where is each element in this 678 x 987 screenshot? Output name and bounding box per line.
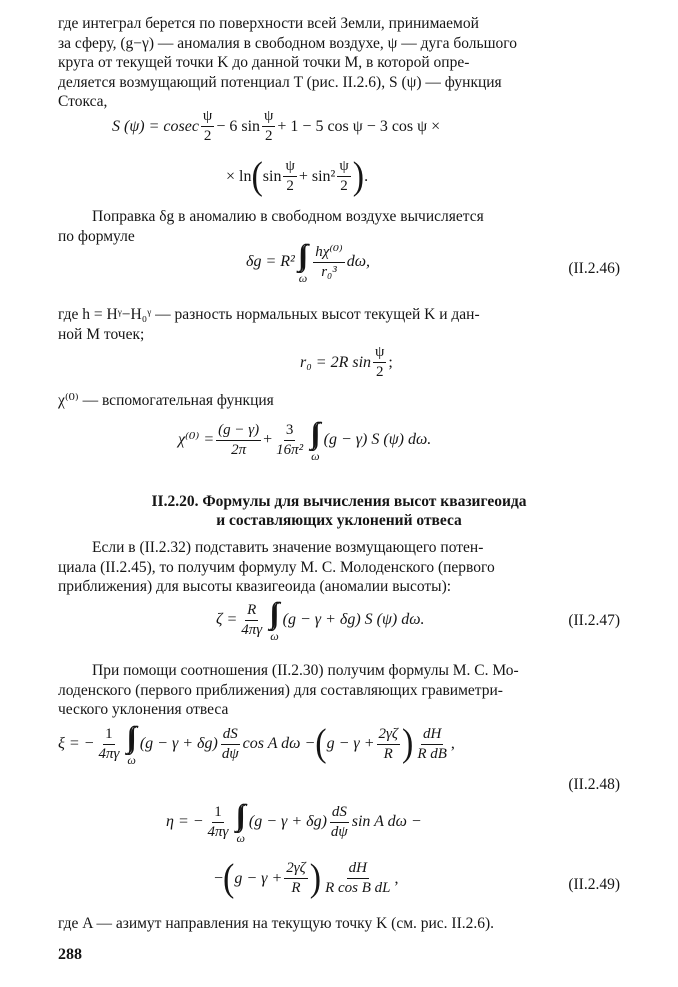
fraction-denominator: R xyxy=(291,880,301,896)
zeta-equation xyxy=(216,598,425,642)
heading-line: II.2.20. Формулы для вычисления высот квазигеоида xyxy=(151,493,527,510)
fraction xyxy=(283,158,296,195)
integral-domain: ω xyxy=(311,449,320,463)
fraction-numerator: dH xyxy=(421,726,443,745)
eq-term: χ⁽⁰⁾ = xyxy=(178,431,215,448)
fraction-denominator: 2 xyxy=(375,364,384,380)
fraction-numerator: ψ xyxy=(337,158,350,177)
text-line: ной M точек; xyxy=(58,325,145,343)
text-line: приближения) для высоты квазигеоида (аномалии высоты): xyxy=(58,578,452,595)
paragraph-intro xyxy=(58,14,620,112)
integral-domain: ω xyxy=(270,629,279,643)
fraction-numerator: 3 xyxy=(284,422,296,441)
fraction-denominator: 4πγ xyxy=(207,823,229,840)
fraction-numerator: ψ xyxy=(373,344,386,363)
fraction xyxy=(337,158,350,195)
text-line: Поправка δg в аномалию в свободном воздухе вычисляется xyxy=(92,208,484,225)
equation-number: (II.2.49) xyxy=(568,876,620,893)
fraction-numerator: 1 xyxy=(103,726,115,745)
eq-term: × ln xyxy=(226,167,252,185)
text-line: циала (II.2.45), то получим формулу М. С. Молоденского (первого xyxy=(58,558,495,576)
text-line: При помощи соотношения (II.2.30) получим формулы М. С. Мо- xyxy=(92,662,519,679)
fraction xyxy=(206,804,231,841)
eq-term: cos A dω − xyxy=(242,735,316,752)
fraction-denominator: 2 xyxy=(264,128,273,144)
fraction-denominator: 16π² xyxy=(276,441,304,458)
r0-equation xyxy=(300,344,393,381)
text-line: где интеграл берется по поверхности всей Земли, принимаемой xyxy=(58,15,479,32)
text-line: ческого уклонения отвеса xyxy=(58,701,229,718)
eq-term: , xyxy=(450,735,455,752)
text-line: круга от текущей точки K до данной точки M, в которой опре- xyxy=(58,54,470,71)
fraction xyxy=(201,108,214,145)
eq-term: g − γ + xyxy=(326,735,375,752)
text-line: по формуле xyxy=(58,227,135,245)
fraction-denominator: R dB xyxy=(417,745,447,762)
xi-equation xyxy=(58,722,455,766)
fraction xyxy=(284,860,307,897)
fraction-numerator: ψ xyxy=(283,158,296,177)
fraction xyxy=(216,422,261,459)
fraction-numerator: hχ⁽⁰⁾ xyxy=(313,244,344,263)
right-paren: ) xyxy=(352,154,365,198)
fraction xyxy=(377,726,400,763)
eq-term: ; xyxy=(388,353,393,371)
text-line: за сферу, (g−γ) — аномалия в свободном воздухе, ψ — дуга большого xyxy=(58,34,517,52)
paragraph-auxiliary xyxy=(58,391,620,411)
eq-term: dω, xyxy=(346,253,371,270)
fraction-denominator: r₀³ xyxy=(321,263,337,280)
eq-term: g − γ + xyxy=(234,869,283,887)
fraction-numerator: dS xyxy=(330,804,349,823)
fraction-denominator: 2 xyxy=(340,178,348,194)
eq-term: + 1 − 5 cos ψ − 3 cos ψ × xyxy=(277,117,441,135)
eq-term: S (ψ) = cosec xyxy=(112,117,199,135)
fraction-numerator: R xyxy=(245,602,258,621)
fraction xyxy=(220,726,241,763)
integral-domain: ω xyxy=(236,831,245,845)
fraction-numerator: 2γζ xyxy=(284,860,307,879)
eq-term: δg = R² xyxy=(246,253,295,270)
fraction-denominator: 2 xyxy=(203,128,212,144)
paragraph-azimuth xyxy=(58,914,620,934)
fraction-numerator: (g − γ) xyxy=(216,422,261,441)
stokes-equation-line2 xyxy=(226,154,369,198)
fraction xyxy=(415,726,449,763)
text-line: Стокса, xyxy=(58,93,108,110)
left-paren: ( xyxy=(223,856,235,900)
fraction-denominator: 2π xyxy=(231,441,247,458)
fraction-denominator: dψ xyxy=(221,745,239,762)
fraction xyxy=(313,244,344,281)
fraction-numerator: 2γζ xyxy=(377,726,400,745)
eq-term: ξ = − xyxy=(58,735,95,752)
text-line: лоденского (первого приближения) для составляющих гравиметри- xyxy=(58,681,503,699)
double-integral: ∫∫ ω xyxy=(126,721,136,767)
fraction-numerator: dH xyxy=(347,860,369,879)
eq-term: − xyxy=(214,869,224,887)
fraction xyxy=(323,860,392,897)
eq-term: ζ = xyxy=(216,611,238,628)
integral-domain: ω xyxy=(298,271,308,285)
eq-term: (g − γ + δg) S (ψ) dω. xyxy=(282,611,425,628)
fraction xyxy=(274,422,305,459)
eq-term: (g − γ + δg) xyxy=(139,735,218,752)
double-integral: ∫∫ ω xyxy=(235,799,245,845)
fraction xyxy=(329,804,350,841)
eq-term: (g − γ + δg) xyxy=(248,813,327,830)
double-integral: ∫∫ ω xyxy=(310,417,320,463)
fraction-denominator: R xyxy=(383,745,393,762)
stokes-equation-line1 xyxy=(112,108,440,145)
text-line: где h = Hᵞ−H₀ᵞ — разность нормальных высот текущей K и дан- xyxy=(58,306,480,323)
eta-equation-line1 xyxy=(166,800,422,844)
fraction-numerator: ψ xyxy=(201,108,214,127)
eq-term: , xyxy=(394,869,399,887)
left-paren: ( xyxy=(251,154,263,198)
fraction-denominator: R cos B dL xyxy=(325,880,391,896)
fraction-numerator: dS xyxy=(221,726,240,745)
eq-term: sin A dω − xyxy=(351,813,422,830)
eq-term: . xyxy=(364,167,369,185)
page-number: 288 xyxy=(58,946,82,963)
fraction-denominator: 2 xyxy=(286,178,294,194)
eq-term: r₀ = 2R sin xyxy=(300,353,372,371)
fraction-numerator: 1 xyxy=(212,804,224,823)
text-line: деляется возмущающий потенциал T (рис. II.2.6), S (ψ) — функция xyxy=(58,73,502,91)
chi-equation xyxy=(178,418,431,462)
paragraph-deflection xyxy=(58,661,620,720)
right-paren: ) xyxy=(402,722,414,765)
text-line: Если в (II.2.32) подставить значение возмущающего потен- xyxy=(92,539,484,556)
eq-term: + sin² xyxy=(298,167,336,185)
eq-term: + xyxy=(263,431,273,448)
double-integral: ∫∫ ω xyxy=(297,239,308,285)
paragraph-substitution xyxy=(58,538,620,597)
fraction xyxy=(96,726,121,763)
delta-g-equation xyxy=(246,240,370,284)
equation-number: (II.2.48) xyxy=(568,776,620,793)
paragraph-heights xyxy=(58,305,620,344)
fraction xyxy=(373,344,386,381)
eta-equation-line2 xyxy=(214,856,399,900)
fraction-denominator: dψ xyxy=(330,823,348,840)
fraction-denominator: 4πγ xyxy=(241,621,263,638)
double-integral: ∫∫ ω xyxy=(269,597,279,643)
text-line: χ⁽⁰⁾ — вспомогательная функция xyxy=(58,392,274,409)
eq-term: sin xyxy=(262,167,282,185)
eq-term: η = − xyxy=(166,813,204,830)
equation-number: (II.2.46) xyxy=(568,260,620,277)
section-heading xyxy=(58,492,620,530)
eq-term: − 6 sin xyxy=(216,117,261,135)
fraction xyxy=(262,108,275,145)
eq-term: (g − γ) S (ψ) dω. xyxy=(323,431,432,448)
text-line: где A — азимут направления на текущую точку K (см. рис. II.2.6). xyxy=(58,915,495,932)
fraction-denominator: 4πγ xyxy=(98,745,120,762)
right-paren: ) xyxy=(309,856,322,900)
fraction xyxy=(239,602,264,639)
fraction-numerator: ψ xyxy=(262,108,275,127)
heading-line: и составляющих уклонений отвеса xyxy=(216,512,462,529)
left-paren: ( xyxy=(315,722,327,765)
integral-domain: ω xyxy=(127,753,136,767)
equation-number: (II.2.47) xyxy=(568,612,620,629)
